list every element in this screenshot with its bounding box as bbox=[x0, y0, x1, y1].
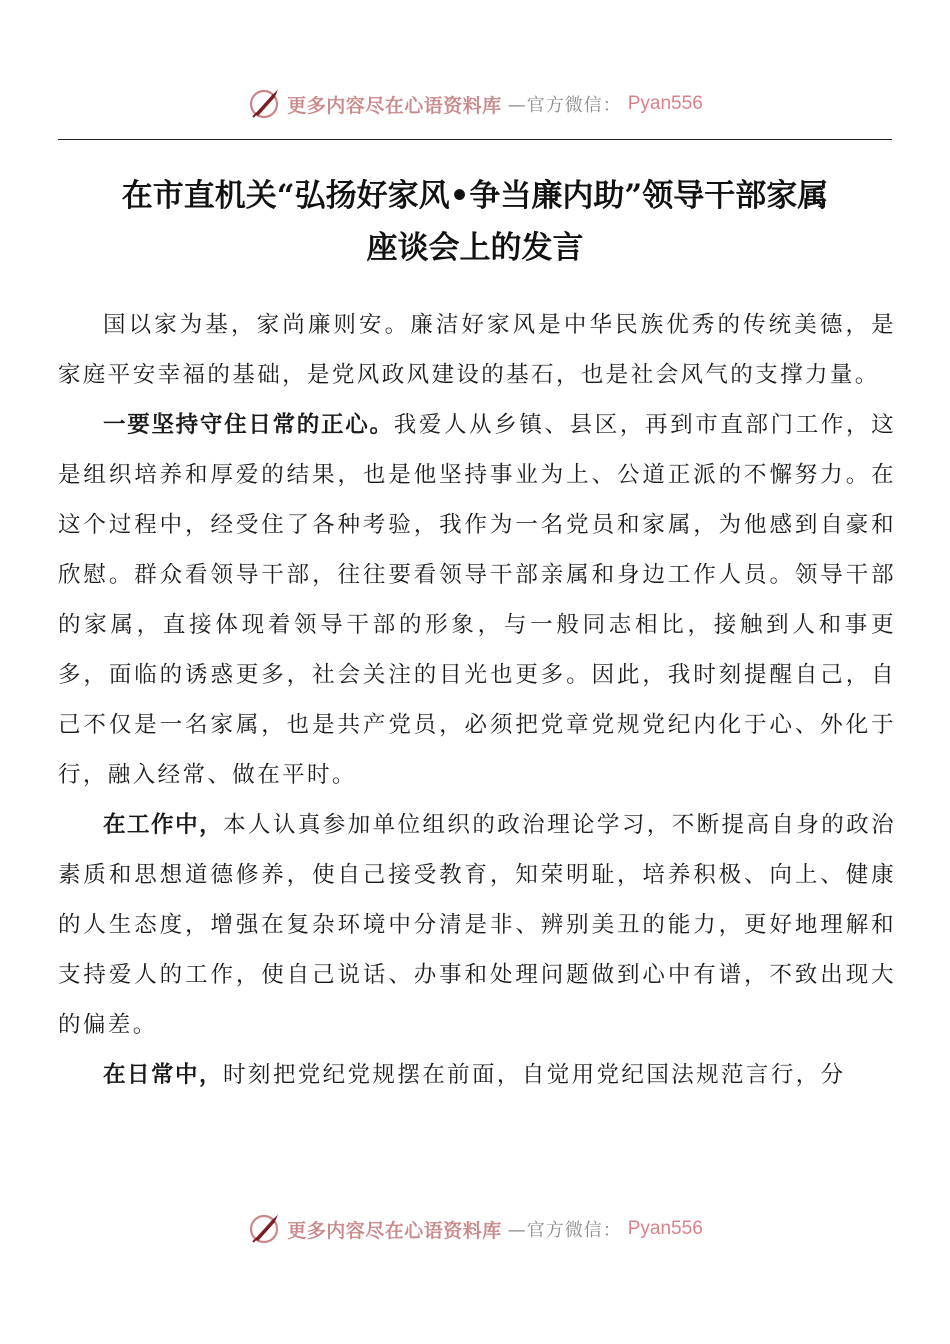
document-body bbox=[58, 300, 896, 1100]
watermark-brand: 更多内容尽在心语资料库 bbox=[287, 94, 502, 117]
paragraph-4 bbox=[58, 1050, 896, 1100]
header-watermark bbox=[0, 84, 950, 124]
title-line-1: 在市直机关“弘扬好家风•争当廉内助”领导干部家属 bbox=[121, 178, 829, 214]
paragraph-1-text: 国以家为基，家尚廉则安。廉洁好家风是中华民族优秀的传统美德，是家庭平安幸福的基础，是党风政风建设的基石，也是社会风气的支撑力量。 bbox=[58, 312, 896, 388]
quill-pen-logo-icon bbox=[247, 1212, 281, 1246]
document-title bbox=[40, 170, 910, 274]
footer-watermark-handle: Pyan556 bbox=[627, 1218, 703, 1239]
paragraph-3 bbox=[58, 800, 896, 1050]
paragraph-2-text: 我爱人从乡镇、县区，再到市直部门工作，这是组织培养和厚爱的结果，也是他坚持事业为上、公道正派的不懈努力。在这个过程中，经受住了各种考验，我作为一名党员和家属，为他感到自豪和欣慰。群众看领导干部，往往要看领导干部亲属和身边工作人员。领导干部的家属，直接体现着领导干部的形象，与一般同志相比，接触到人和事更多，面临的诱惑更多，社会关注的目光也更多。因此，我时刻提醒自己，自己不仅是一名家属，也是共产党员，必须把党章党规党纪内化于心、外化于行，融入经常、做在平时。 bbox=[58, 412, 896, 788]
header-divider bbox=[58, 139, 892, 140]
paragraph-4-lead: 在日常中， bbox=[103, 1062, 224, 1088]
title-line-2: 座谈会上的发言 bbox=[366, 230, 584, 266]
paragraph-2-lead: 一要坚持守住日常的正心。 bbox=[103, 412, 394, 438]
footer-watermark-official: —官方微信： bbox=[507, 1220, 622, 1241]
watermark-official: —官方微信： bbox=[507, 95, 622, 116]
paragraph-4-text: 时刻把党纪党规摆在前面，自觉用党纪国法规范言行，分 bbox=[223, 1062, 846, 1088]
paragraph-3-lead: 在工作中， bbox=[103, 812, 224, 838]
footer-watermark bbox=[0, 1209, 950, 1249]
watermark-handle: Pyan556 bbox=[627, 93, 703, 114]
quill-pen-logo-icon bbox=[247, 87, 281, 121]
footer-watermark-brand: 更多内容尽在心语资料库 bbox=[287, 1219, 502, 1242]
paragraph-3-text: 本人认真参加单位组织的政治理论学习，不断提高自身的政治素质和思想道德修养，使自己接受教育，知荣明耻，培养积极、向上、健康的人生态度，增强在复杂环境中分清是非、辨别美丑的能力，更好地理解和支持爱人的工作，使自己说话、办事和处理问题做到心中有谱，不致出现大的偏差。 bbox=[58, 812, 896, 1038]
paragraph-2 bbox=[58, 400, 896, 800]
paragraph-1 bbox=[58, 300, 896, 400]
